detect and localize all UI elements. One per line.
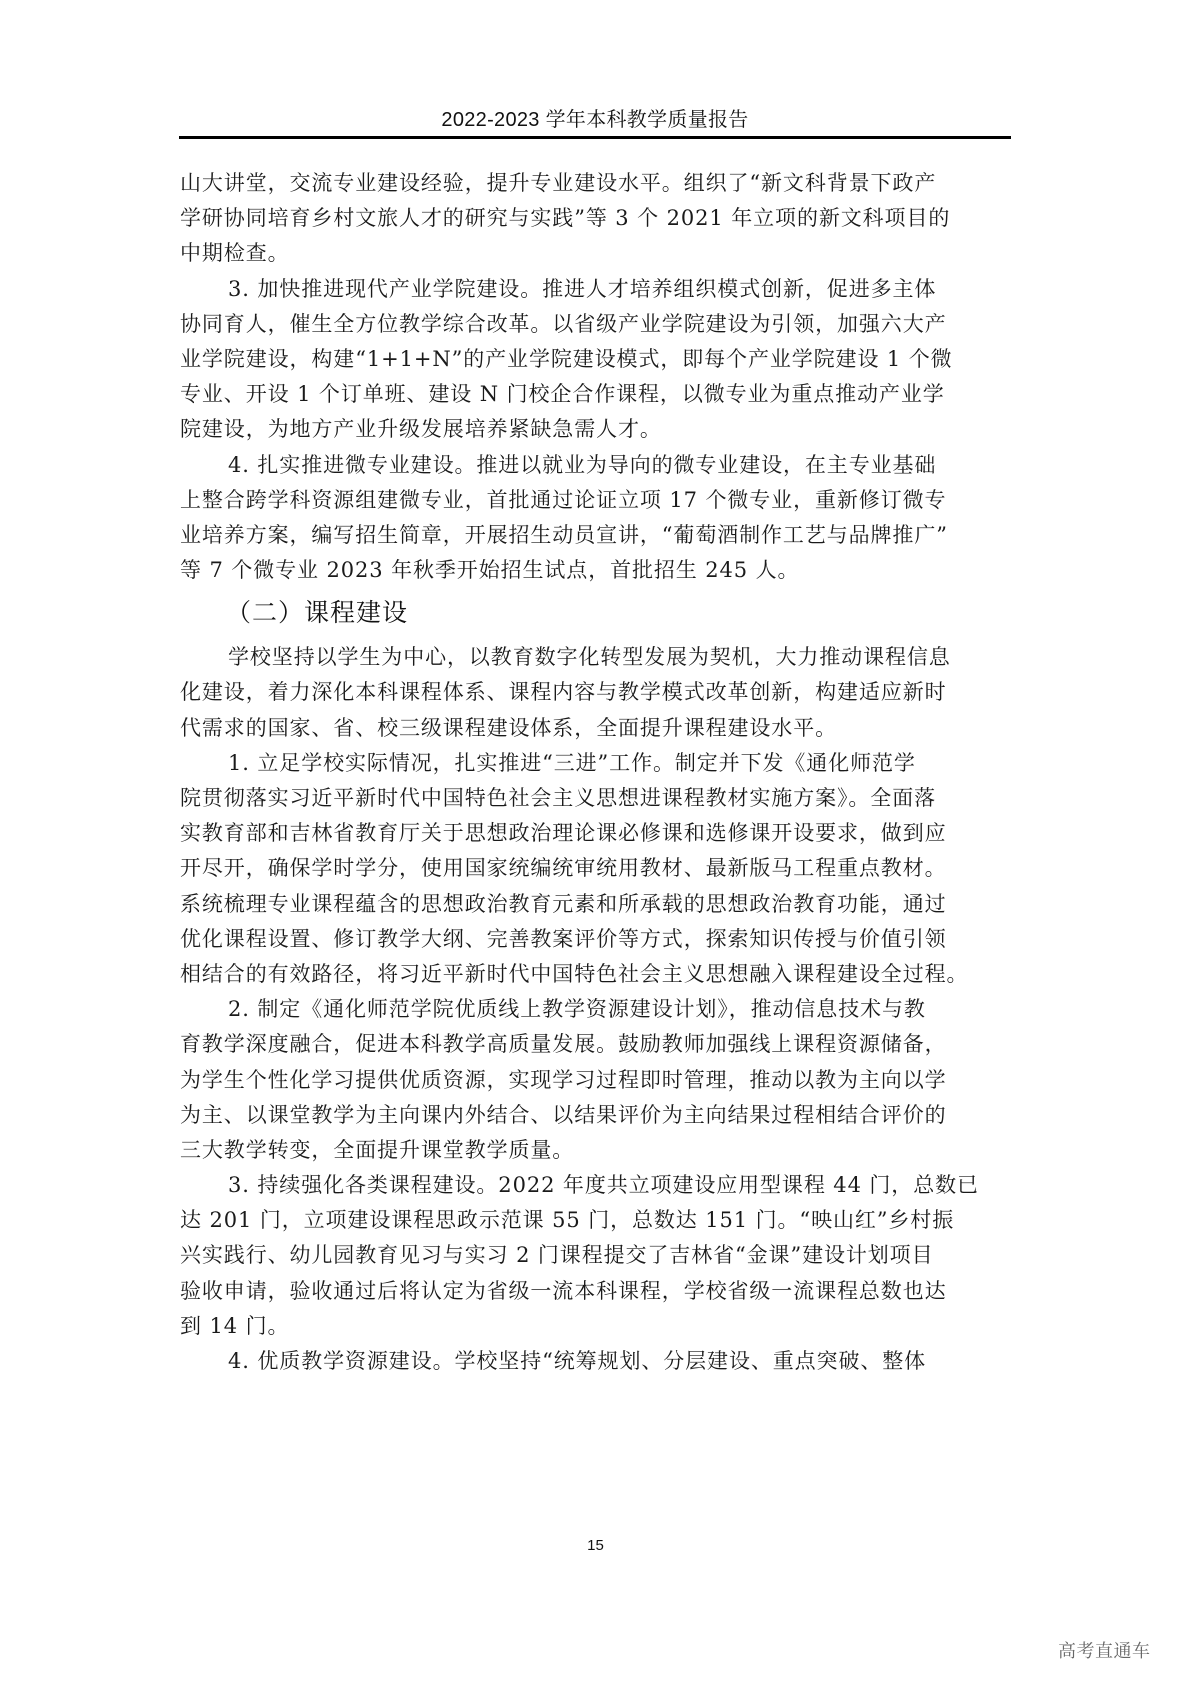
page-header-title: 2022-2023 学年本科教学质量报告 bbox=[441, 109, 749, 131]
text-line: 实教育部和吉林省教育厅关于思想政治理论课必修课和选修课开设要求，做到应 bbox=[180, 821, 947, 846]
header-rule bbox=[179, 136, 1011, 139]
text-line: 代需求的国家、省、校三级课程建设体系，全面提升课程建设水平。 bbox=[180, 715, 837, 740]
text-line: 开尽开，确保学时学分，使用国家统编统审统用教材、最新版马工程重点教材。 bbox=[180, 856, 947, 881]
paragraph bbox=[180, 640, 1012, 746]
text-line: 院贯彻落实习近平新时代中国特色社会主义思想进课程教材实施方案》。全面落 bbox=[180, 786, 936, 810]
text-line: 优化课程设置、修订教学大纲、完善教案评价等方式，探索知识传授与价值引领 bbox=[180, 926, 947, 951]
text-line: 2. 制定《通化师范学院优质线上教学资源建设计划》，推动信息技术与教 bbox=[228, 997, 926, 1022]
text-line: 等 7 个微专业 2023 年秋季开始招生试点，首批招生 245 人。 bbox=[180, 558, 800, 583]
text-line: 为主、以课堂教学为主向课内外结合、以结果评价为主向结果过程相结合评价的 bbox=[180, 1102, 947, 1127]
text-line: 协同育人，催生全方位教学综合改革。以省级产业学院建设为引领，加强六大产 bbox=[180, 311, 947, 336]
text-line: 三大教学转变，全面提升课堂教学质量。 bbox=[180, 1137, 575, 1162]
text-line: 院建设，为地方产业升级发展培养紧缺急需人才。 bbox=[180, 417, 662, 442]
paragraph bbox=[180, 1344, 1012, 1379]
paragraph bbox=[180, 166, 1012, 272]
watermark-text: 高考直通车 bbox=[1058, 1641, 1151, 1662]
text-line: 到 14 门。 bbox=[180, 1313, 290, 1338]
text-line: 学研协同培育乡村文旅人才的研究与实践”等 3 个 2021 年立项的新文科项目的 bbox=[180, 206, 951, 231]
text-line: 相结合的有效路径，将习近平新时代中国特色社会主义思想融入课程建设全过程。 bbox=[180, 961, 969, 986]
text-line: 化建设，着力深化本科课程体系、课程内容与教学模式改革创新，构建适应新时 bbox=[180, 680, 947, 705]
text-line: 业培养方案，编写招生简章，开展招生动员宣讲，“葡萄酒制作工艺与品牌推广” bbox=[180, 522, 948, 547]
text-line: 3. 加快推进现代产业学院建设。推进人才培养组织模式创新，促进多主体 bbox=[228, 276, 937, 301]
text-line: 4. 优质教学资源建设。学校坚持“统筹规划、分层建设、重点突破、整体 bbox=[228, 1349, 927, 1373]
page-number: 15 bbox=[587, 1537, 604, 1554]
text-line: 学校坚持以学生为中心，以教育数字化转型发展为契机，大力推动课程信息 bbox=[228, 645, 951, 670]
text-line: 兴实践行、幼儿园教育见习与实习 2 门课程提交了吉林省“金课”建设计划项目 bbox=[180, 1243, 934, 1268]
paragraph bbox=[180, 992, 1012, 1168]
text-line: 业学院建设，构建“1+1+N”的产业学院建设模式，即每个产业学院建设 1 个微 bbox=[180, 346, 953, 371]
text-line: 山大讲堂，交流专业建设经验，提升专业建设水平。组织了“新文科背景下政产 bbox=[180, 171, 937, 195]
text-line: 达 201 门，立项建设课程思政示范课 55 门，总数达 151 门。“映山红”乡村振 bbox=[180, 1208, 955, 1233]
text-line: 系统梳理专业课程蕴含的思想政治教育元素和所承载的思想政治教育功能，通过 bbox=[180, 891, 947, 916]
paragraph bbox=[180, 1168, 1012, 1344]
document-body bbox=[180, 166, 1012, 1379]
text-line: 验收申请，验收通过后将认定为省级一流本科课程，学校省级一流课程总数也达 bbox=[180, 1278, 947, 1303]
paragraph bbox=[180, 272, 1012, 448]
text-line: 为学生个性化学习提供优质资源，实现学习过程即时管理，推动以教为主向以学 bbox=[180, 1067, 947, 1092]
text-line: 3. 持续强化各类课程建设。2022 年度共立项建设应用型课程 44 门，总数已 bbox=[228, 1173, 979, 1198]
text-line: 1. 立足学校实际情况，扎实推进“三进”工作。制定并下发《通化师范学 bbox=[228, 750, 916, 775]
section-heading: （二）课程建设 bbox=[226, 598, 409, 628]
text-line: 专业、开设 1 个订单班、建设 N 门校企合作课程，以微专业为重点推动产业学 bbox=[180, 382, 945, 407]
text-line: 上整合跨学科资源组建微专业，首批通过论证立项 17 个微专业，重新修订微专 bbox=[180, 487, 947, 512]
text-line: 育教学深度融合，促进本科教学高质量发展。鼓励教师加强线上课程资源储备， bbox=[180, 1032, 947, 1057]
text-line: 中期检查。 bbox=[180, 241, 290, 266]
text-line: 4. 扎实推进微专业建设。推进以就业为导向的微专业建设，在主专业基础 bbox=[228, 452, 937, 477]
paragraph bbox=[180, 746, 1012, 992]
paragraph bbox=[180, 448, 1012, 589]
